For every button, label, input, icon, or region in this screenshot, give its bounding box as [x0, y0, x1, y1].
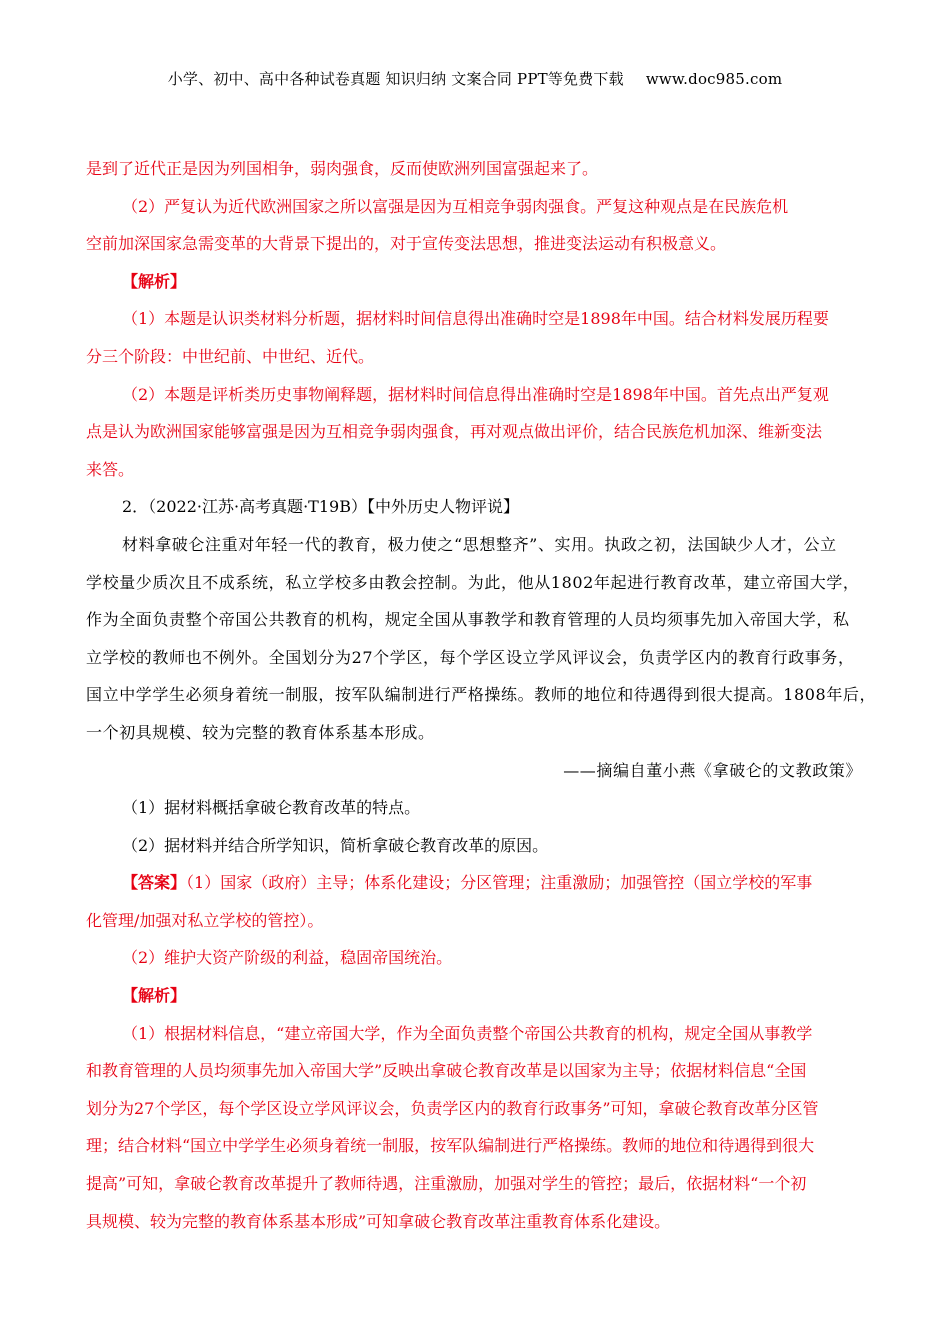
answer-line: 空前加深国家急需变革的大背景下提出的，对于宣传变法思想，推进变法运动有积极意义。	[86, 234, 727, 254]
analysis-line: 点是认为欧洲国家能够富强是因为互相竞争弱肉强食，再对观点做出评价，结合民族危机加深、维新变法	[86, 422, 823, 442]
question-title: 2．（2022·江苏·高考真题·T19B）【中外历史人物评说】	[122, 497, 519, 517]
answer-line: 是到了近代正是因为列国相争，弱肉强食，反而使欧洲列国富强起来了。	[86, 159, 599, 178]
analysis-heading: 【解析】	[122, 271, 187, 291]
analysis-line: （2）本题是评析类历史事物阐释题，据材料时间信息得出准确时空是1898年中国。首先点出严复观	[122, 384, 829, 404]
material-line: 一个初具规模、较为完整的教育体系基本形成。	[86, 722, 435, 742]
analysis-line: 和教育管理的人员均须事先加入帝国大学”反映出拿破仑教育改革是以国家为主导；依据材料信息“全国	[86, 1061, 807, 1081]
analysis-line: 划分为27个学区，每个学区设立学风评议会，负责学区内的教育行政事务”可知，拿破仑教育改革分区管	[86, 1098, 819, 1118]
analysis-line: （1）根据材料信息，“建立帝国大学，作为全面负责整个帝国公共教育的机构，规定全国从事教学	[122, 1023, 813, 1043]
document-body	[86, 150, 877, 1240]
header-text: 小学、初中、高中各种试卷真题 知识归纳 文案合同 PPT等免费下载	[167, 70, 624, 88]
sub-question: （1）据材料概括拿破仑教育改革的特点。	[122, 798, 421, 818]
material-line: 立学校的教师也不例外。全国划分为27个学区，每个学区设立学风评议会，负责学区内的教育行政事务，	[86, 647, 855, 667]
material-line: 材料拿破仑注重对年轻一代的教育，极力使之“思想整齐”、实用。执政之初，法国缺少人才，公立	[122, 534, 837, 554]
material-line: 国立中学学生必须身着统一制服，按军队编制进行严格操练。教师的地位和待遇得到很大提高。1808年后，	[86, 685, 877, 705]
material-line: 作为全面负责整个帝国公共教育的机构，规定全国从事教学和教育管理的人员均须事先加入帝国大学，私	[86, 610, 850, 630]
analysis-line: 具规模、较为完整的教育体系基本形成”可知拿破仑教育改革注重教育体系化建设。	[86, 1211, 671, 1231]
header-site-link[interactable]: www.doc985.com	[645, 70, 783, 88]
answer-line: （2）维护大资产阶级的利益，稳固帝国统治。	[122, 948, 453, 968]
answer-line: 化管理/加强对私立学校的管控）。	[86, 910, 324, 930]
page-header	[0, 68, 950, 89]
material-source: ——摘编自董小燕《拿破仑的文教政策》	[563, 760, 862, 780]
analysis-line: 来答。	[86, 459, 135, 479]
answer-label: 【答案】	[122, 873, 187, 893]
analysis-line: 理；结合材料“国立中学学生必须身着统一制服，按军队编制进行严格操练。教师的地位和待遇得到很大	[86, 1136, 815, 1156]
analysis-line: 提高”可知，拿破仑教育改革提升了教师待遇，注重激励，加强对学生的管控；最后，依据材料“一个初	[86, 1174, 807, 1194]
analysis-heading: 【解析】	[122, 986, 187, 1006]
analysis-line: 分三个阶段：中世纪前、中世纪、近代。	[86, 346, 375, 366]
answer-line	[86, 864, 866, 902]
answer-text: （1）国家（政府）主导；体系化建设；分区管理；注重激励；加强管控（国立学校的军事	[186, 873, 813, 893]
analysis-line: （1）本题是认识类材料分析题，据材料时间信息得出准确时空是1898年中国。结合材料发展历程要	[122, 309, 829, 329]
sub-question: （2）据材料并结合所学知识，简析拿破仑教育改革的原因。	[122, 835, 549, 855]
material-line: 学校量少质次且不成系统，私立学校多由教会控制。为此，他从1802年起进行教育改革，建立帝国大学，	[86, 572, 860, 592]
answer-line: （2）严复认为近代欧洲国家之所以富强是因为互相竞争弱肉强食。严复这种观点是在民族危机	[122, 196, 789, 216]
